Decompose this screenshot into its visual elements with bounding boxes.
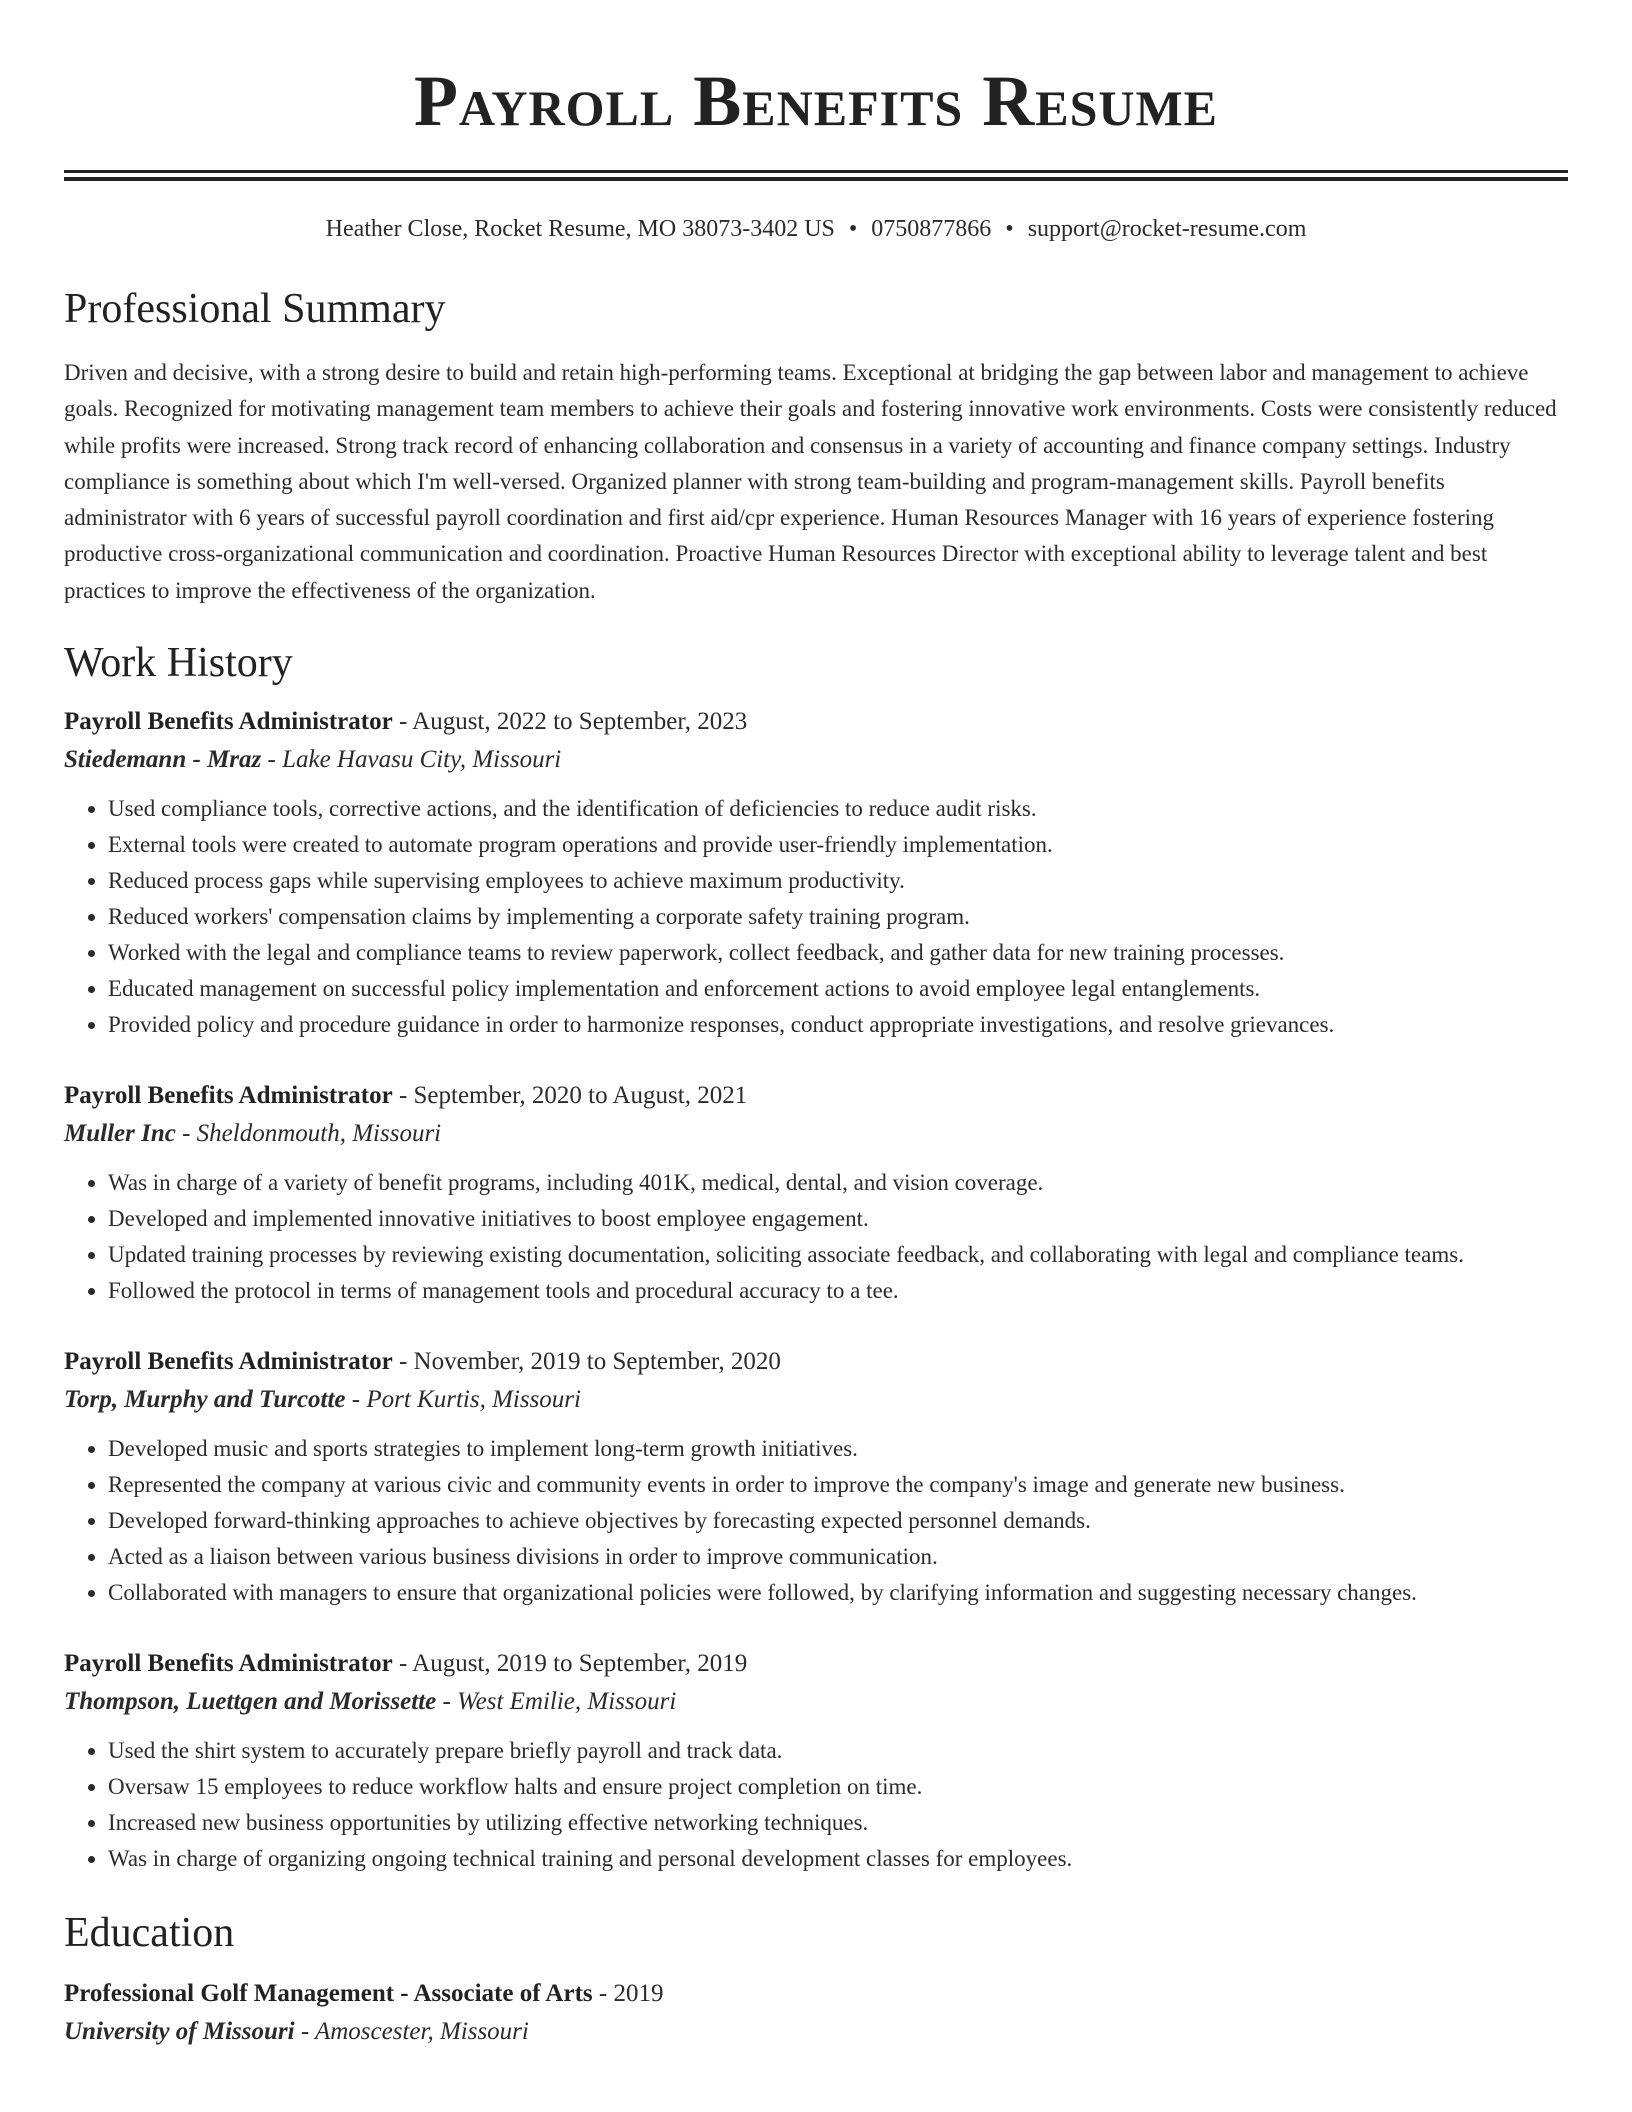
bullet-item: • Reduced process gaps while supervising employees to achieve maximum productivity. xyxy=(108,863,1568,899)
job-title: Payroll Benefits Administrator xyxy=(64,1082,393,1110)
job-entry xyxy=(64,703,1568,1043)
job-title-line xyxy=(64,1077,1568,1115)
job-dates: - November, 2019 to September, 2020 xyxy=(392,1348,781,1376)
job-dates: - August, 2019 to September, 2019 xyxy=(392,1650,748,1678)
bullet-item: • Used the shirt system to accurately prepare briefly payroll and track data. xyxy=(108,1733,1568,1769)
job-bullets xyxy=(64,1431,1568,1611)
school-line xyxy=(64,2013,1568,2051)
education-heading: Education xyxy=(64,1910,235,1957)
contact-address: Heather Close, Rocket Resume, MO 38073-3402 US xyxy=(325,216,835,242)
contact-line xyxy=(64,213,1568,245)
summary-text: Driven and decisive, with a strong desire to build and retain high-performing teams. Exceptional at bridging the gap between labor and management to achieve goals. Recognized for motivating management team members to achieve their goals and fostering innovative work environments. Costs were consistently reduced while profits were increased. Strong track record of enhancing collaboration and consensus in a variety of accounting and finance company settings. Industry compliance is something about which I'm well-versed. Organized planner with strong team-building and program-management skills. Payroll benefits administrator with 6 years of successful payroll coordination and first aid/cpr experience. Human Resources Manager with 16 years of experience fostering productive cross-organizational communication and coordination. Proactive Human Resources Director with exceptional ability to leverage talent and best practices to improve the effectiveness of the organization. xyxy=(64,360,1557,603)
bullet-item: • Used compliance tools, corrective actions, and the identification of deficiencies to reduce audit risks. xyxy=(108,791,1568,827)
bullet-item: • External tools were created to automate program operations and provide user-friendly implementation. xyxy=(108,827,1568,863)
job-bullets xyxy=(64,791,1568,1043)
bullet-item: • Reduced workers' compensation claims by implementing a corporate safety training program. xyxy=(108,899,1568,935)
bullet-item: • Educated management on successful policy implementation and enforcement actions to avoid employee legal entanglements. xyxy=(108,971,1568,1007)
company-name: Muller Inc xyxy=(64,1120,176,1148)
job-title: Payroll Benefits Administrator xyxy=(64,1650,393,1678)
job-entry xyxy=(64,1077,1568,1309)
bullet-item: • Oversaw 15 employees to reduce workflow halts and ensure project completion on time. xyxy=(108,1769,1568,1805)
job-dates: - September, 2020 to August, 2021 xyxy=(392,1082,748,1110)
job-title: Payroll Benefits Administrator xyxy=(64,1348,393,1376)
title-divider xyxy=(64,170,1568,181)
company-line xyxy=(64,741,1568,779)
job-bullets xyxy=(64,1733,1568,1877)
bullet-item: • Collaborated with managers to ensure that organizational policies were followed, by clarifying information and suggesting necessary changes. xyxy=(108,1575,1568,1611)
company-location: - Sheldonmouth, Missouri xyxy=(175,1120,442,1148)
job-bullets xyxy=(64,1165,1568,1309)
bullet-item: • Worked with the legal and compliance teams to review paperwork, collect feedback, and gather data for new training processes. xyxy=(108,935,1568,971)
job-entry xyxy=(64,1343,1568,1611)
bullet-item: • Developed and implemented innovative initiatives to boost employee engagement. xyxy=(108,1201,1568,1237)
company-location: - Lake Havasu City, Missouri xyxy=(261,746,562,774)
contact-separator: • xyxy=(1005,216,1014,242)
document-title: Payroll Benefits Resume xyxy=(413,61,1219,141)
degree-year: - 2019 xyxy=(592,1980,664,2008)
company-name: Torp, Murphy and Turcotte xyxy=(64,1386,346,1414)
company-location: - West Emilie, Missouri xyxy=(436,1688,677,1716)
bullet-item: • Followed the protocol in terms of management tools and procedural accuracy to a tee. xyxy=(108,1273,1568,1309)
bullet-item: • Was in charge of organizing ongoing technical training and personal development classes for employees. xyxy=(108,1841,1568,1877)
summary-heading: Professional Summary xyxy=(64,286,446,332)
education-entry xyxy=(64,1975,1568,2051)
school-name: University of Missouri xyxy=(64,2018,295,2046)
company-line xyxy=(64,1115,1568,1153)
bullet-item: • Provided policy and procedure guidance in order to harmonize responses, conduct appropriate investigations, and resolve grievances. xyxy=(108,1007,1568,1043)
school-location: - Amoscester, Missouri xyxy=(294,2018,529,2046)
bullet-item: • Was in charge of a variety of benefit programs, including 401K, medical, dental, and vision coverage. xyxy=(108,1165,1568,1201)
bullet-item: • Developed music and sports strategies to implement long-term growth initiatives. xyxy=(108,1431,1568,1467)
bullet-item: • Updated training processes by reviewing existing documentation, soliciting associate feedback, and collaborating with legal and compliance teams. xyxy=(108,1237,1568,1273)
bullet-item: • Acted as a liaison between various business divisions in order to improve communication. xyxy=(108,1539,1568,1575)
company-location: - Port Kurtis, Missouri xyxy=(345,1386,581,1414)
company-line xyxy=(64,1683,1568,1721)
bullet-item: • Increased new business opportunities by utilizing effective networking techniques. xyxy=(108,1805,1568,1841)
job-title: Payroll Benefits Administrator xyxy=(64,708,393,736)
contact-phone: 0750877866 xyxy=(871,216,992,242)
job-dates: - August, 2022 to September, 2023 xyxy=(392,708,748,736)
job-title-line xyxy=(64,1343,1568,1381)
job-entry xyxy=(64,1645,1568,1877)
company-line xyxy=(64,1381,1568,1419)
job-title-line xyxy=(64,703,1568,741)
company-name: Stiedemann - Mraz xyxy=(64,746,262,774)
bullet-item: • Developed forward-thinking approaches to achieve objectives by forecasting expected personnel demands. xyxy=(108,1503,1568,1539)
contact-email: support@rocket-resume.com xyxy=(1027,216,1307,242)
contact-separator: • xyxy=(848,216,858,242)
degree-name: Professional Golf Management - Associate of Arts xyxy=(64,1980,593,2008)
degree-line xyxy=(64,1975,1568,2013)
job-title-line xyxy=(64,1645,1568,1683)
company-name: Thompson, Luettgen and Morissette xyxy=(64,1688,437,1716)
bullet-item: • Represented the company at various civic and community events in order to improve the company's image and generate new business. xyxy=(108,1467,1568,1503)
work-history-heading: Work History xyxy=(64,640,293,687)
